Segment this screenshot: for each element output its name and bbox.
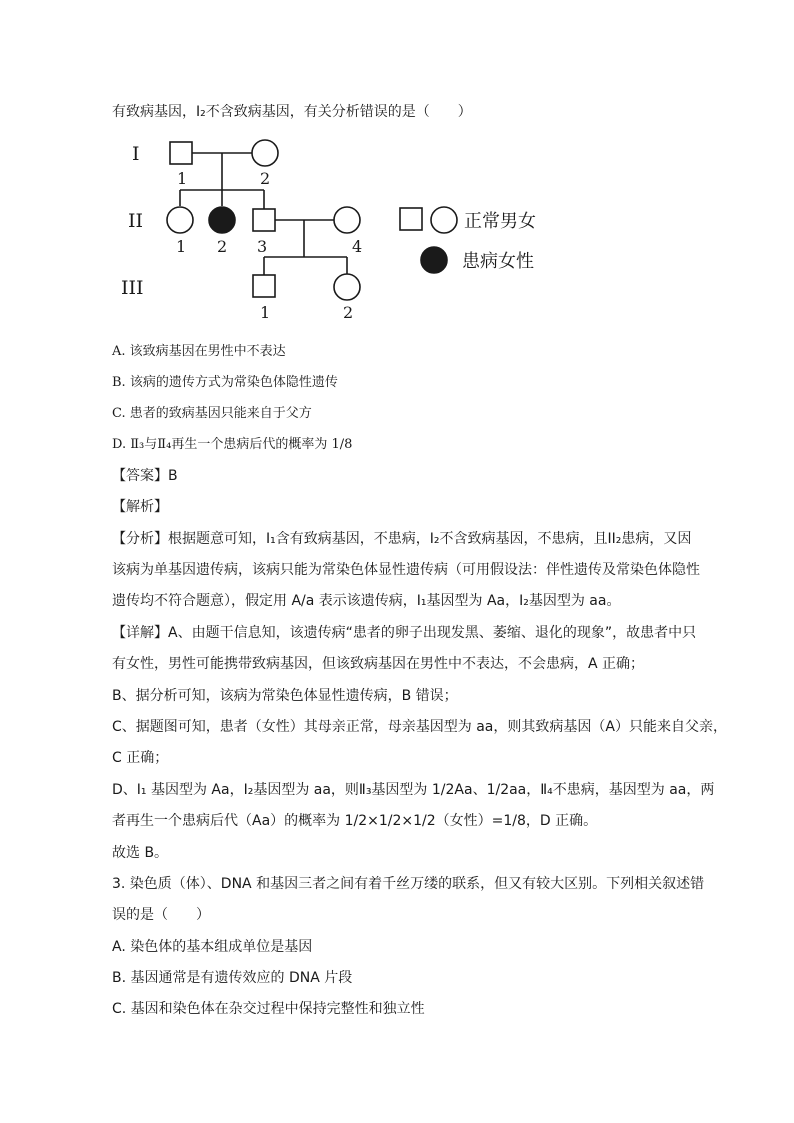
option-c: C. 患者的致病基因只能来自于父方	[112, 406, 312, 421]
detail-line: B、据分析可知，该病为常染色体显性遗传病，B 错误；	[112, 688, 458, 704]
explain-heading: 【解析】	[112, 499, 168, 515]
iii2-female-normal	[334, 274, 360, 300]
legend-male-normal-icon	[400, 208, 422, 230]
svg-text:2: 2	[260, 169, 271, 188]
conclusion-line: 故选 B。	[112, 845, 169, 861]
svg-text:3: 3	[257, 237, 268, 256]
pedigree-chart	[112, 132, 572, 332]
question-intro: 有致病基因，Ⅰ₂不含致病基因，有关分析错误的是（ ）	[112, 104, 472, 120]
option-a: A. 该致病基因在男性中不表达	[112, 344, 286, 359]
analysis-line: 【分析】根据题意可知，I₁含有致病基因，不患病，I₂不含致病基因，不患病，且II₂患病，又因	[112, 531, 692, 547]
detail-line: 有女性，男性可能携带致病基因，但该致病基因在男性中不表达，不会患病，A 正确；	[112, 656, 645, 672]
q3-option-a: A. 染色体的基本组成单位是基因	[112, 939, 313, 955]
svg-text:1: 1	[176, 237, 187, 256]
legend-affected-label: 患病女性	[462, 251, 534, 272]
i2-female-normal	[252, 140, 278, 166]
detail-line: 【详解】A、由题干信息知，该遗传病“患者的卵子出现发黑、萎缩、退化的现象”，故患者中只	[112, 625, 697, 641]
q3-option-b: B. 基因通常是有遗传效应的 DNA 片段	[112, 970, 353, 986]
svg-text:1: 1	[260, 303, 271, 322]
option-b: B. 该病的遗传方式为常染色体隐性遗传	[112, 375, 338, 390]
detail-line: 者再生一个患病后代（Aa）的概率为 1/2×1/2×1/2（女性）=1/8，D 正确。	[112, 813, 598, 829]
svg-text:4: 4	[352, 237, 363, 256]
ii4-female-normal	[334, 207, 360, 233]
gen-label-i: I	[132, 143, 140, 165]
ii3-male-normal	[253, 209, 275, 231]
legend-female-affected-icon	[421, 247, 447, 273]
analysis-line: 遗传均不符合题意），假定用 A/a 表示该遗传病，I₁基因型为 Aa，I₂基因型为 aa。	[112, 593, 621, 609]
q3-option-c: C. 基因和染色体在杂交过程中保持完整性和独立性	[112, 1001, 425, 1017]
gen-label-ii: II	[128, 210, 144, 232]
ii1-female-normal	[167, 207, 193, 233]
detail-line: D、I₁ 基因型为 Aa，I₂基因型为 aa，则Ⅱ₃基因型为 1/2Aa、1/2aa，Ⅱ₄不患病，基因型为 aa，两	[112, 782, 715, 798]
legend-normal-label: 正常男女	[464, 211, 536, 232]
svg-text:2: 2	[343, 303, 354, 322]
iii1-male-normal	[253, 275, 275, 297]
detail-line: C、据题图可知，患者（女性）其母亲正常，母亲基因型为 aa，则其致病基因（A）只能来自父亲，	[112, 719, 727, 735]
answer-line: 【答案】B	[112, 468, 178, 484]
analysis-line: 该病为单基因遗传病，该病只能为常染色体显性遗传病（可用假设法：伴性遗传及常染色体隐性	[112, 562, 700, 578]
svg-text:1: 1	[177, 169, 188, 188]
gen-label-iii: III	[121, 277, 144, 299]
legend-female-normal-icon	[431, 207, 457, 233]
ii2-female-affected	[209, 207, 235, 233]
svg-text:2: 2	[217, 237, 228, 256]
i1-male-normal	[170, 142, 192, 164]
q3-stem: 3. 染色质（体）、DNA 和基因三者之间有着千丝万缕的联系，但又有较大区别。下列相关叙述错	[112, 876, 705, 892]
q3-stem: 误的是（ ）	[112, 907, 210, 923]
option-d: D. Ⅱ₃与Ⅱ₄再生一个患病后代的概率为 1/8	[112, 437, 353, 452]
detail-line: C 正确；	[112, 750, 169, 766]
